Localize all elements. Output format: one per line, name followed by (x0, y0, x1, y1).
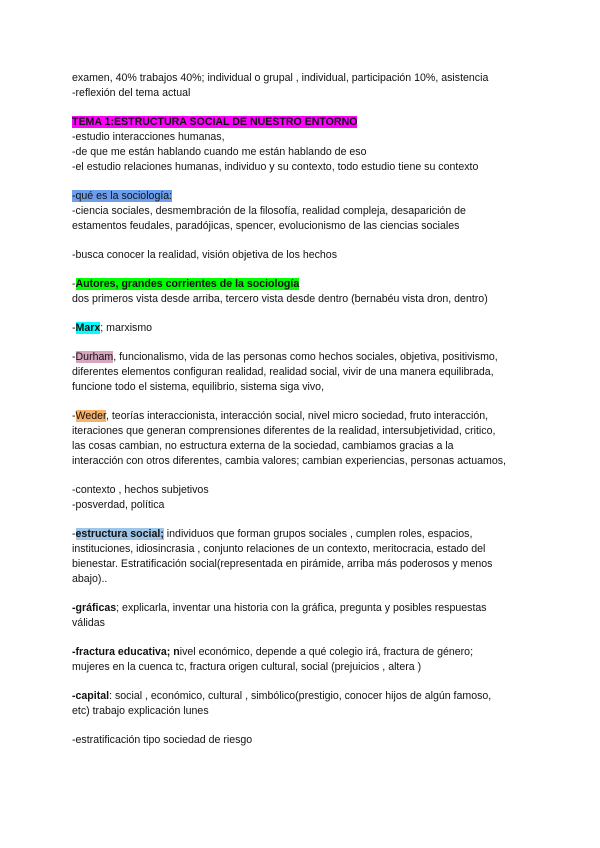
subheading-highlight: -qué es la sociología: (72, 190, 173, 202)
line-text: : social , económico, cultural , simbólico(prestigio, conocer hijos de algún famoso, (109, 690, 492, 702)
text-line (72, 690, 491, 703)
dash: - (72, 351, 76, 363)
text-line: -estratificación tipo sociedad de riesgo (72, 734, 253, 746)
text-line: estamentos feudales, paradójicas, spencer, evolucionismo de las ciencias sociales (72, 220, 460, 232)
text-line: funcione todo el sistema, equilibrio, sistema siga vivo, (72, 381, 325, 393)
text-line: -busca conocer la realidad, visión objetiva de los hechos (72, 249, 337, 261)
text-line: interacción con otros diferentes, cambia valores; cambian experiencias, personas actuamos, (72, 455, 506, 467)
dash: - (72, 322, 76, 334)
line-text: individuos que forman grupos sociales , cumplen roles, espacios, (163, 528, 473, 540)
line-text: ; explicarla, inventar una historia con la gráfica, pregunta y posibles respuestas (116, 602, 487, 614)
term-highlight: estructura social; (75, 528, 164, 540)
term-bold: -gráficas (72, 602, 117, 614)
line-text: , teorías interaccionista, interacción social, nivel micro sociedad, fruto interacción, (105, 410, 489, 422)
text-line (72, 602, 487, 615)
dash: - (72, 278, 76, 290)
dash: - (72, 528, 76, 540)
subheading (72, 278, 299, 291)
text-line (72, 646, 473, 659)
text-line: -ciencia sociales, desmembración de la filosofía, realidad compleja, desaparición de (72, 205, 466, 217)
text-line: examen, 40% trabajos 40%; individual o grupal , individual, participación 10%, asistencia (72, 72, 489, 84)
text-line (72, 351, 498, 364)
text-line (72, 410, 488, 423)
dash: - (72, 410, 76, 422)
author-highlight: Marx (75, 322, 101, 334)
text-line: instituciones, idiosincrasia , conjunto relaciones de un contexto, meritocracia, estado del (72, 543, 486, 555)
text-line: abajo).. (72, 573, 108, 585)
text-line: bienestar. Estratificación social(representada en pirámide, arriba más poderosos y menos (72, 558, 493, 570)
text-line: válidas (72, 617, 105, 629)
text-line: dos primeros vista desde arriba, tercero vista desde dentro (bernabéu vista dron, dentro) (72, 293, 488, 305)
text-line: diferentes elementos configuran realidad, realidad social, vivir de una manera equilibrada, (72, 366, 494, 378)
text-line (72, 528, 472, 541)
text-line: etc) trabajo explicación lunes (72, 705, 209, 717)
text-line: -el estudio relaciones humanas, individuo y su contexto, todo estudio tiene su contexto (72, 161, 479, 173)
text-line: las cosas cambian, no estructura externa de la sociedad, cambiamos gracias a la (72, 440, 454, 452)
author-highlight: Durham (75, 351, 114, 363)
text-line: mujeres en la cuenca tc, fractura origen cultural, social (prejuicios , altera ) (72, 661, 422, 673)
term-bold: -capital (72, 690, 110, 702)
text-line: -contexto , hechos subjetivos (72, 484, 209, 496)
heading-highlight: TEMA 1:ESTRUCTURA SOCIAL DE NUESTRO ENTORNO (72, 116, 358, 128)
subheading (72, 190, 172, 203)
section-heading (72, 116, 357, 129)
term-bold: -fractura educativa; n (72, 646, 180, 658)
text-line: iteraciones que generan comprensiones diferentes de la realidad, intersubjetividad, critico, (72, 425, 496, 437)
text-line: -reflexión del tema actual (72, 87, 191, 99)
text-line (72, 322, 152, 335)
line-text: ; marxismo (100, 322, 153, 334)
subheading-highlight: Autores, grandes corrientes de la sociología (75, 278, 300, 290)
text-line: -estudio interacciones humanas, (72, 131, 225, 143)
text-line: -de que me están hablando cuando me están hablando de eso (72, 146, 367, 158)
author-highlight: Weder (75, 410, 106, 422)
line-text: , funcionalismo, vida de las personas como hechos sociales, objetiva, positivismo, (113, 351, 498, 363)
line-text: ivel económico, depende a qué colegio irá, fractura de género; (179, 646, 474, 658)
text-line: -posverdad, política (72, 499, 165, 511)
